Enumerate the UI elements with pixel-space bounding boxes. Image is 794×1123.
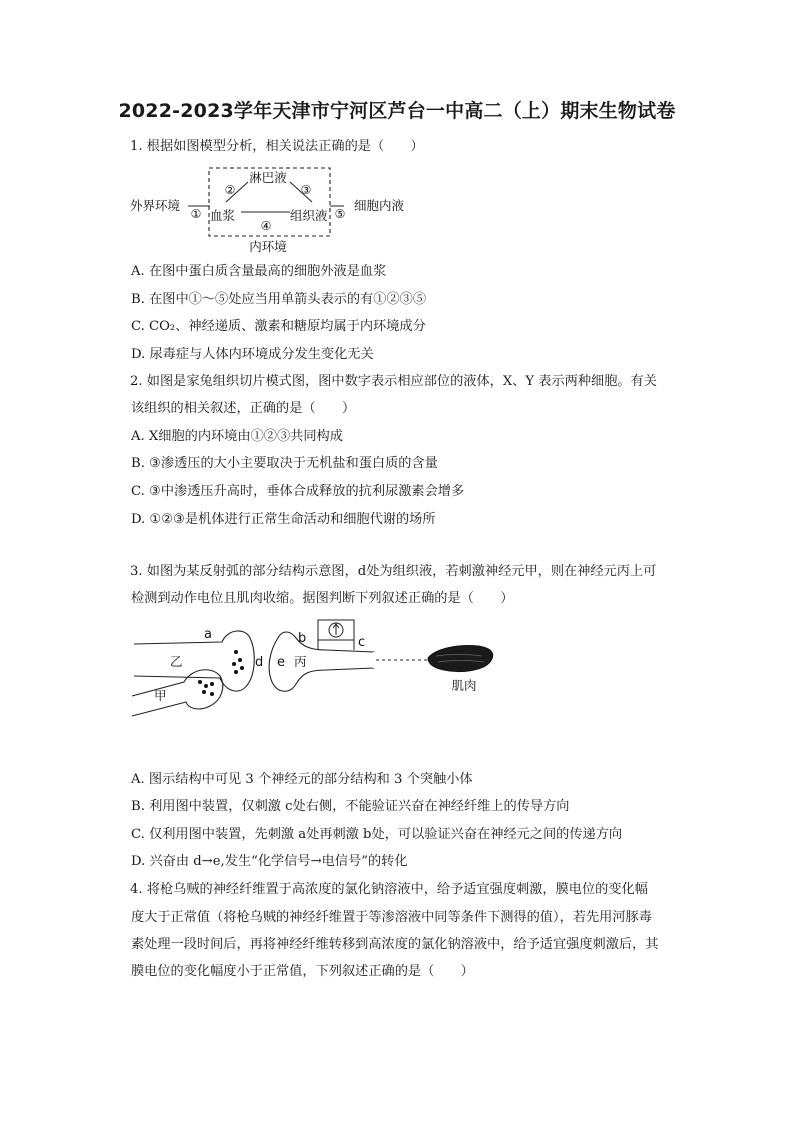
question-2-option-b: B. ③渗透压的大小主要取决于无机盐和蛋白质的含量: [131, 456, 438, 471]
plasma-label: 血浆: [210, 208, 236, 223]
question-2-option-c: C. ③中渗透压升高时，垂体合成释放的抗利尿激素会增多: [131, 484, 465, 499]
intracellular-fluid-label: 细胞内液: [354, 198, 405, 213]
label-e: e: [277, 655, 285, 670]
neuron-yi-outline: [134, 631, 254, 691]
internal-environment-diagram: [128, 164, 418, 256]
reflex-arc-diagram: [130, 616, 530, 724]
label-muscle: 肌肉: [451, 678, 477, 693]
label-bing: 丙: [294, 654, 307, 669]
tissue-fluid-label: 组织液: [290, 208, 328, 223]
label-jia: 甲: [154, 688, 167, 703]
label-1: ①: [190, 207, 202, 221]
question-4-stem-line-1: 4. 将枪乌贼的神经纤维置于高浓度的氯化钠溶液中，给予适宜强度刺激，膜电位的变化幅: [130, 882, 648, 897]
label-c: c: [358, 635, 366, 650]
external-environment-label: 外界环境: [130, 198, 181, 213]
question-1-option-a: A. 在图中蛋白质含量最高的细胞外液是血浆: [131, 264, 387, 279]
question-3-option-a: A. 图示结构中可见 3 个神经元的部分结构和 3 个突触小体: [131, 772, 473, 787]
question-2-stem-line-1: 2. 如图是家兔组织切片模式图，图中数字表示相应部位的液体，X、Y 表示两种细胞。有关: [130, 374, 657, 389]
question-4-stem-line-2: 度大于正常值（将枪乌贼的神经纤维置于等渗溶液中同等条件下测得的值），若先用河豚毒: [131, 910, 652, 925]
question-3-option-d: D. 兴奋由 d→e,发生“化学信号→电信号”的转化: [131, 854, 408, 869]
question-1-option-c: C. CO₂、神经递质、激素和糖原均属于内环境成分: [131, 319, 426, 334]
question-3-option-b: B. 利用图中装置，仅刺激 c处右侧，不能验证兴奋在神经纤维上的传导方向: [131, 799, 570, 814]
question-3-option-c: C. 仅利用图中装置，先刺激 a处再刺激 b处，可以验证兴奋在神经元之间的传递方向: [131, 827, 623, 842]
page-title: 2022-2023学年天津市宁河区芦台一中高二（上）期末生物试卷: [118, 100, 676, 122]
label-d: d: [255, 655, 264, 670]
question-1-option-d: D. 尿毒症与人体内环境成分发生变化无关: [131, 347, 374, 362]
question-4-stem-line-4: 膜电位的变化幅度小于正常值，下列叙述正确的是（ ）: [131, 964, 474, 979]
question-2-stem-line-2: 该组织的相关叙述，正确的是（ ）: [131, 401, 356, 416]
label-4: ④: [260, 219, 272, 233]
question-4-stem-line-3: 素处理一段时间后，再将神经纤维转移到高浓度的氯化钠溶液中，给予适宜强度刺激后，其: [131, 937, 659, 952]
question-3-stem-line-1: 3. 如图为某反射弧的部分结构示意图，d处为组织液，若刺激神经元甲，则在神经元丙上可: [130, 564, 657, 579]
label-yi: 乙: [170, 654, 183, 669]
label-2: ②: [224, 183, 236, 197]
muscle-shape: [428, 646, 493, 672]
internal-environment-label: 内环境: [249, 239, 287, 254]
question-1-stem: 1. 根据如图模型分析，相关说法正确的是（ ）: [130, 139, 424, 154]
question-1-option-b: B. 在图中①～⑤处应当用单箭头表示的有①②③⑤: [131, 292, 427, 307]
label-a: a: [204, 627, 212, 642]
label-5: ⑤: [334, 207, 346, 221]
label-3: ③: [300, 183, 312, 197]
label-b: b: [298, 631, 307, 646]
question-2-option-d: D. ①②③是机体进行正常生命活动和细胞代谢的场所: [131, 512, 436, 527]
lymph-label: 淋巴液: [249, 170, 287, 185]
question-3-stem-line-2: 检测到动作电位且肌肉收缩。据图判断下列叙述正确的是（ ）: [131, 591, 514, 606]
question-2-option-a: A. X细胞的内环境由①②③共同构成: [131, 429, 343, 444]
